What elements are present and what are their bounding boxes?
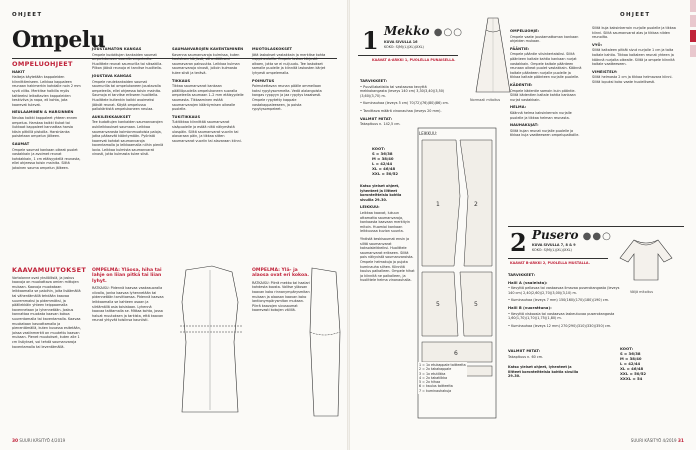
section-heading: OMPELUOHJEET [12,60,73,68]
model2-top-rule [508,226,684,227]
step-title: OMPELUOHJE: [510,29,540,33]
tip-title: OMPELMA: Ylä- ja alaosa ovat eri kokoa. [252,268,309,279]
blouse-size-table [620,346,646,381]
section-title: NEULAAMINEN & HARSINNEN [12,110,74,115]
section-text: Ompele neulekankaiden saumat saumurilla tai ompelukoneen joustavalla ompeleella, ellei ohjeessa toisin mainita. Saumoja ei tarvitse erikseen huolitella. Huolittele kuitenkin kaikki avoimeksi jäävät reunat. Käytä ompelussa pallokärkistä ompelukoneen neulaa. [92,79,162,112]
material-item: • Tarvittava määrä vinonauhaa (leveys 20 mm). [360,108,442,113]
spine-gutter [347,0,350,450]
category-label: OHJEET [12,12,43,18]
size-row: S = 36/38 [620,351,641,356]
section-text: Poimutettavan reunan päälle ommellaan kaksi rypytysommelta. Vedä alalangoista kangas ryppyyn ja jaa rypytys tasaisesti. Ompele rypytetty kappale vastakappaleeseen, ja poista rypytysompeleet. [252,84,322,112]
tip-box-length [92,268,164,326]
step-text: Ompele pääntie viisinkertaisiksi. Silitä päänteen kaitale kahtia kankaan nurjat vastakkain. Ompele kaitale päänteen reunaan oikeat puolet vastakkain. Käännä kaitale päänteen nurjalle puolelle ja tikkaa kaitale päänteen nurjalle puolelle. [510,52,582,80]
size-row: XXL = 50/52 [372,171,399,176]
size-row: M = 38/40 [372,156,394,161]
cutting-title: LEIKKUU: [360,205,380,210]
section-text: Halkeja käytetään kappaleiden kiinnittämiseen. Leikkaa kappaleen reunaan hakimerkin kohdalle noin 2 mm syvä viilto. Merkitse halkilla myös taitteeksi leikattavien kappaleiden keskiviiva ja napa, eli kohta, jota kaarevat tulevat. [12,75,81,107]
section-text: Tikkaa saumanvarat kankaan päälliöpuolella ompelukoneen suoralla ompeleella saumaan 1–2 mm etäisyydelle saumasta. Tikkaaminen estää saumanvarojen kääntymisen oikealle puolelle. [172,84,244,112]
dress-instructions-cont [592,26,678,88]
size-row: XXXL = 54 [620,376,643,381]
piece-item: 6 = kaulus taitteelta [419,384,453,389]
material-item: • Kuminauhaa (leveys 12 mm) 270(290)(310)(330)(350) cm. [508,323,612,328]
pattern-sheet-link: KAAVAT B-ARKKI 2, PUOLELLA MUSTALLA. [510,261,590,265]
step-text: Silitä kujan reunat nurjalle puolelle ja tikkaa kuja vaatteeseen ompelupaikoille. [510,128,580,138]
index-tab [690,45,696,57]
note-text: Katso yleiset ohjeet, lyhenteet ja liitteet koronteitteisia kohtia sivuilla 29–30. [360,184,402,202]
pattern-alteration-diagram-1 [172,262,250,422]
blouse-sketch [618,232,674,288]
piece-number: 1 [436,201,440,208]
model-sizes: KOKO: S(M)(L)(XL)(XXL) [532,248,572,252]
sewing-text: Yhdistä keskisaumat ensin ja silitä saumanvarat kaksoisleikkeiksi. Huolittele saumanvarat erikseen. Silitä pois näkyvistä saumanvaroista. Ompele helmakuja ja pujota kuminauha siihen. Kiinnitä kaulus paikalleen. Ompele hihat ja kiinnitä ne paikalleen, ja huolittele helma vinonauhalla. [360,236,415,283]
model-sizes: KOKO: S(M)(L)(XL)(XXL) [384,45,424,49]
piece-number: 5 [436,301,440,308]
section-text: Tee kudottujen kankaiden saumanvarojen aukileikkaukset saumaan. Leikkaa saumanvarasta kolmionmuotoisia paloja, jotka pääsevät kääntymään. Pyöristä kaarevat kohdat saumanvaroja kaventamalla ja leikkaamalla niihin pieniä lovia. Leikkaa kulmista saumanvarat vinosti, jotta kulmasta tulee siisti. [92,120,164,157]
rating-dots: ●●○ [582,231,612,242]
tip-text: RATKAISU: Piirrä mekko tai haalari kahdesta koosta. Valitse yläosan kaavan koko rinnanympärysmitan mukaan ja alaosan kaavan koko lantionympärysmitan mukaan. Piirrä kaavojen sivusaumat kaarevasti kokojen välillä. [252,280,310,313]
section-title: TIKKAUS [172,78,191,83]
step-title: KÄDENTIE: [510,82,533,87]
step-text: Ompele kädentie samoin kuin pääntie. Silitä kädentien kaitale kahtia kankaan nurjat vastakkain. [510,88,576,102]
size-row: KOOT: [620,346,634,351]
rating-dots: ●○○ [433,27,463,38]
section-title: NAKIT [12,69,25,74]
pattern-piece-outline [310,268,340,416]
index-tab-active [690,30,696,42]
measurements-text: Takapituus n. 142,5 cm. [360,122,401,127]
page-number: 31 [677,439,684,444]
model-page-ref: KUVA SIVULLA 7, 8 & 9 [532,243,576,247]
page-number: 30 [12,439,19,444]
step-text: Silitä helmasta 2 cm ja tikkaa helmavara kiinni. Silitä lopuksi koko vaate huolellisesti. [592,75,673,84]
page-title: Ompelu [12,27,106,53]
section-title: SAUMANVAROJEN KAVENTAMINEN [172,47,244,51]
section-title: TUKITIKKAUS [172,114,201,119]
instructions-column-2 [92,44,164,160]
measurements-text: Takapituus n. 60 cm. [508,354,544,359]
side-index-tabs [690,0,696,450]
model-number: 2 [510,228,527,257]
step-title: HELMA: [510,105,527,110]
magazine-issue: SUURI KÄSITYÖ 4/2019 [19,438,66,443]
pattern-alteration-diagram-2 [308,262,344,422]
dress-size-table [372,146,398,176]
tip-title: OMPELMA: Yläosa, hiha tai lahje on liian pitkä tai liian lyhyt. [92,268,162,284]
piece-item: 2 = 2x takakappale [419,367,452,372]
pattern-piece-sleeve [422,272,458,336]
section-text: Kavenna saumanvaroja kulmissa, kuten kauluksen kärjissä, vähentääksesi saumavaran paksuutta. Leikkaa kulman saumanvaroja vinosti, jolloin kulmasta tulee siisti ja terävä. [172,52,240,75]
size-row: L = 42/44 [372,161,393,166]
section-title: JOUSTAMATON KANGAS [92,47,142,51]
alterations-column [12,266,87,352]
piece-number: 6 [454,350,458,357]
fabric-label: LEIKKUU: [419,131,438,136]
variant-title: Halli A (vaaleista): [508,280,548,285]
material-item: • Kuminauhaa (leveys 7 mm) 150(160)(170)(180)(190) cm. [508,298,610,303]
pieces-list [418,362,467,394]
pattern-sheet-link: KAAVAT A-ARKKI 1, PUOLELLA PUNAISELLA. [372,58,456,62]
instructions-column-3 [172,44,244,146]
step-title: PÄÄNTIE: [510,46,530,51]
blouse-materials [508,270,626,331]
variant-title: Halli B (vuorattuna): [508,305,552,310]
instructions-column-1 [12,62,82,173]
piece-item: 4 = 2x takatilkka [419,375,448,380]
index-tab [690,15,696,27]
material-item: • Puuvillabatistia tai vastaavaa kevyttä mekkokangasta (leveys 140 cm) 3,30(3,40)(3,50)(3,60)(3,70) m. [360,84,445,98]
size-row: XXL = 50/52 [620,371,647,376]
step-title: NAUHAKUJAT: [510,123,539,128]
note-text: Katso yleiset ohjeet, lyhenteet ja liitteet koronteitteisia kohtia sivuilla 29–30. [508,365,579,379]
tip-text: RATKAISU: Pidennä kaavaa vaakasuoralla viivalla, jonka kaavaa lyhennetään tai pidennetään tarvittaessa. Pidennä kaavaa leikkaamalla se kahteen osaan ja siirtämällä osia toisistaan. Lyhennä kaavaa taittamalla se. Mittaa kohta, jossa haluat muutoksen ja tarkista, että kaavan reunat yhtyvät toisiinsa kauniisti. [92,286,164,323]
material-item: • Kuminauhaa (leveys 5 cm) 70(72)(76)(80)(86) cm. [360,101,449,106]
step-title: VIMEISTELY: [592,69,618,74]
step-title: VYÖ: [592,42,603,47]
section-text: Ompele saumat kankaan oikeat puolet vastakkain ja avoimet reunat kohdakkain, 1 cm etäisyydellä reunasta, ellei ohjeessa toisin mainita. Silitä jokainen sauma ompelun jälkeen. [12,147,81,170]
blouse-caption: Väljä mitoitus [630,290,654,294]
step-text: Silitä kuja kaksinkerroin nurjalle puolelle ja tikkaa kiinni. Silitä saumanvarat alas ja tikkaa niiden reunoilta. [592,26,676,40]
section-title: AUKILEIKKAUKSET [92,114,131,119]
piece-item: 3 = 1x etutilkka [419,371,446,376]
left-footer [12,438,65,444]
model2-rule [508,258,608,259]
size-row: S = 36/38 [372,151,393,156]
cutting-text: Leikkaa kaavat, lukuun ottamatta saumanvaroja, kankaasta kaavaan merkityin mitoin. Huomioi kankaan leikkuussa kuvion suunta. [360,210,411,234]
step-text: Käännä helma kaksinkerroin nurjalle puolelle ja tikkaa helman reunasta. [510,110,572,120]
blouse-outline [620,240,672,280]
tip-box-size [252,268,312,316]
piece-number: 2 [474,201,478,208]
right-footer [631,438,684,444]
piece-item: 1 = 1x etukappale taitteelta [419,363,466,367]
section-text: Neulaa kaikki kappaleet yhteen ennen ompelua. Harskaa kaikki tiukat tai liukkaat kappaleet kannattaa harsia käsin pitkillä pistoilla. Harsinlanka poistetaan ompelun jälkeen. [12,115,78,139]
size-row: XL = 46/48 [372,166,396,171]
magazine-issue: SUURI KÄSITYÖ 4/2019 [630,438,677,443]
piece-number: 5 [474,301,478,308]
model-number: 1 [362,26,379,55]
dress-note [360,184,416,286]
model-page-ref: KUVA SIVULLA 16 [384,40,418,44]
piece-item: 7 = kuminauhakuja [419,388,452,393]
pattern-piece-front [422,140,460,266]
section-text: Tukitikkaa kiinnittää saumanvarat sisäpuolelle ja estää niitä näkymästä ulospäin. Silitä saumanvarat vuoriin tai alavaraan päin, ja tikkaa sitten saumanvarat vuoriin tai alavaraan kiinni. [172,120,242,143]
model-name [532,228,612,242]
size-row: M = 38/40 [620,356,642,361]
size-row: KOOT: [372,146,386,151]
section-title: POIMUTUS [252,78,275,83]
index-tab [690,0,696,12]
dress-instructions [510,26,582,141]
section-text: Jätä laskokset vastakkain ja merkitse kohta nuppineuloilla. Ompele laskos kärjestä alkaen, jotta se ei nuljuudu. Tee laskokset samalle puolelle ja kiinnitä laskosten kärjet lyhyesti ompelemalla. [252,52,326,75]
materials-title: TARVIKKEET: [360,79,388,83]
piece-item: 5 = 2x hihaa [419,380,441,385]
model-name [384,24,463,38]
section-title: SAUMAT [12,141,30,146]
material-item: • Kevyttä pellavaa tai vastaavaa ilmavaa puserokangasta (leveys 140 cm) 2,40(2,60)(2,70)(3,00)(3,10) m. [508,286,620,295]
step-text: Ompele vaate joustamattoman kankaan ohjeiden mukaan. [510,34,579,44]
section-title: JOUSTAVA KANGAS [92,73,132,78]
blouse-measurements [508,346,580,382]
dress-caption: Normaali mitoitus [470,98,501,102]
step-text: Silitä kaitaleen pitkät sivut nurjalle 1 cm ja taita kaitale kahtia. Tikkaa kaitaleen reunat yhteen ja käännä nurjalta oikealle. Silitä ja ompele kiinnitä kaitale vaatteeseen. [592,48,675,67]
size-blend-line [310,332,340,335]
model-name-text: Pusero [532,228,579,242]
dress-materials [360,76,450,130]
size-row: XL = 46/48 [620,366,644,371]
size-row: L = 42/44 [620,361,641,366]
category-label: OHJEET [620,12,651,18]
alterations-heading: KAAVAMUUTOKSET [12,266,87,274]
model-name-text: Mekko [384,24,430,38]
measurements-title: VALMIIT MITAT: [360,116,393,121]
measurements-title: VALMIIT MITAT: [508,349,541,353]
section-text: Ompele kudottujen kankaiden saumat ompelukoneen suoralla ompeleella. Huolittele reunat saumurilla tai siksakilla. Pilkon jäävä reunoja ei tarvitse huolitella. [92,52,163,71]
model-rule [358,55,458,56]
section-title: MUOTOLASKOKSET [252,47,293,51]
instructions-column-4 [252,44,330,115]
material-item: • Kevyttä viskoosia tai vastaavaa laskeutuvaa puserokangasta 1,60(1,70)(1,70)(1,75)(1,80) m. [508,311,615,321]
materials-title: TARVIKKEET: [508,273,536,277]
alterations-text: Vartalonne ovat yksilöllisiä, ja joskus kaavoja on muokattava omien mittojen mukaan. Kaavoja muokataan leikkaamalla se paloihin, joita lisäämällä tai vähentämällä tehdään kaavaa suuremmaksi ja pidemmäksi, ja päällekkäin yhteen teippaamalla kavennetaan ja lyhennetään. Joskus kannattaa muokata kaavan kokoa suurentamalla tai kaventamalla. Kaavaa muokataan kasvattamalla ja pienentämällä, kuten kuvassa esitetään, joissa vastinmerkit on muutettu kaavan mukaan. Pienet muutokset, kuten alle 1 cm lisäykset, voi tehdä saumanvaroja kaventamalla tai leventämällä. [12,275,81,349]
